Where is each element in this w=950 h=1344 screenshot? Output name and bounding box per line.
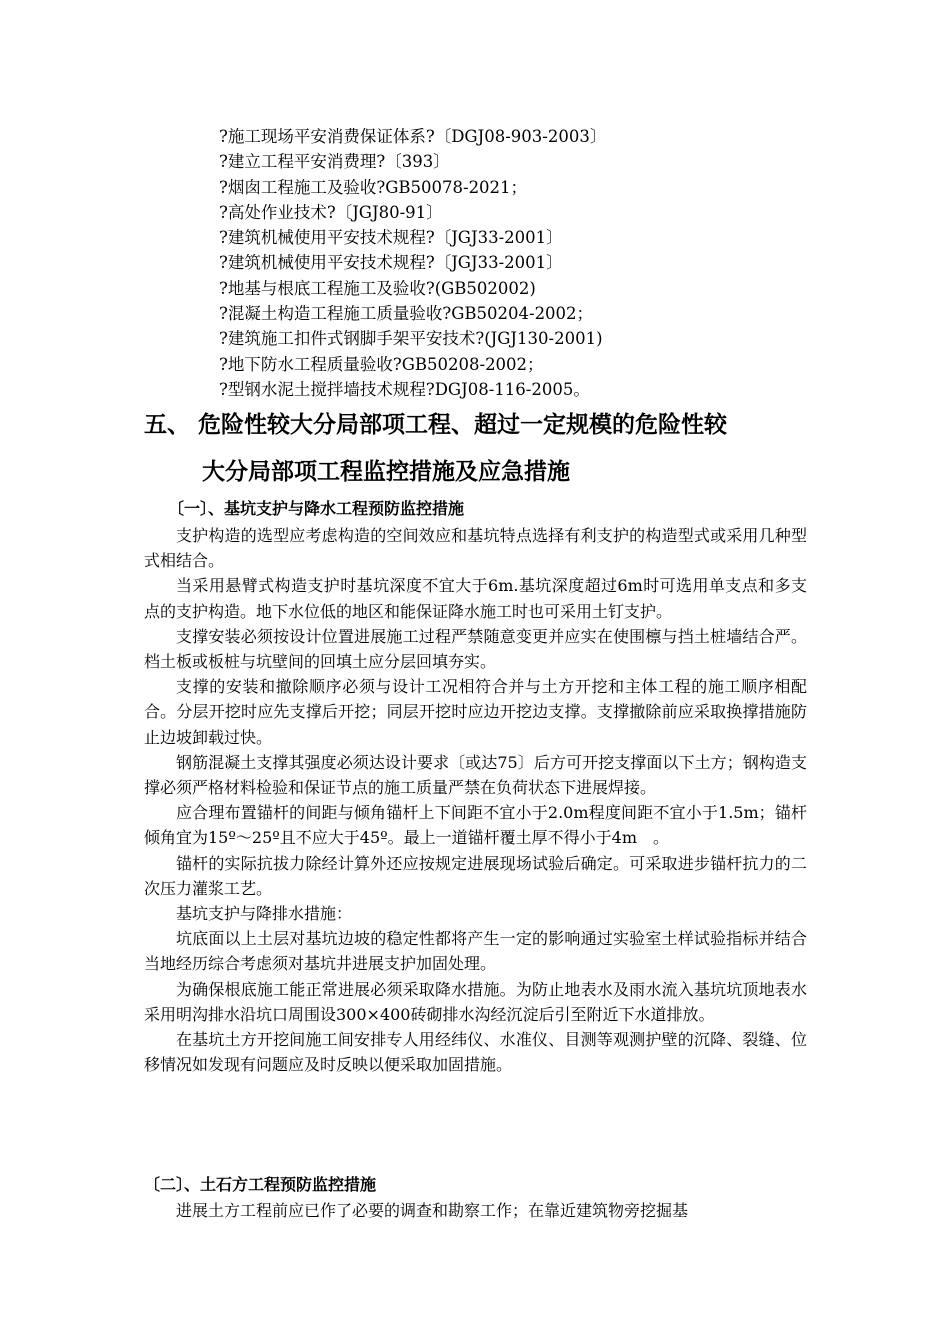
reference-item: ?型钢水泥土搅拌墙技术规程?DGJ08-116-2005。 bbox=[219, 379, 590, 399]
paragraph: 在基坑土方开挖间施工间安排专人用经纬仪、水准仪、目测等观测护壁的沉降、裂缝、位移情况如发现有问题应及时反映以便采取加固措施。 bbox=[144, 1030, 807, 1075]
reference-item: ?地下防水工程质量验收?GB50208-2002； bbox=[219, 354, 544, 374]
paragraph: 当采用悬臂式构造支护时基坑深度不宜大于6m.基坑深度超过6m时可选用单支点和多支点的支护构造。地下水位低的地区和能保证降水施工时也可采用土钉支护。 bbox=[144, 576, 807, 621]
section-title-line1: 五、 危险性较大分局部项工程、超过一定规模的危险性较 bbox=[144, 412, 728, 438]
subsection-heading: 〔一〕、基坑支护与降水工程预防监控措施 bbox=[168, 499, 465, 518]
paragraph: 支撑安装必须按设计位置进展施工过程严禁随意变更并应实在使围檩与挡土桩墙结合严。档土板或板桩与坑壁间的回填土应分层回填夯实。 bbox=[144, 626, 807, 672]
reference-item: ?建筑机械使用平安技术规程?〔JGJ33-2001〕 bbox=[219, 253, 563, 273]
paragraph: 进展土方工程前应已作了必要的调查和勘察工作；在靠近建筑物旁挖掘基 bbox=[176, 1201, 689, 1220]
subsection-heading: 〔二〕、土石方工程预防监控措施 bbox=[144, 1175, 377, 1194]
subsection-body bbox=[144, 1198, 807, 1223]
paragraph: 支护构造的选型应考虑构造的空间效应和基坑特点选择有利支护的构造型式或采用几种型式相结合。 bbox=[144, 526, 807, 571]
section-title-line2: 大分局部项工程监控措施及应急措施 bbox=[202, 459, 570, 485]
paragraph: 坑底面以上土层对基坑边坡的稳定性都将产生一定的影响通过实验室土样试验指标并结合当地经历综合考虑须对基坑井进展支护加固处理。 bbox=[144, 929, 807, 974]
reference-list bbox=[219, 124, 859, 402]
paragraph: 锚杆的实际抗拔力除经计算外还应按规定进展现场试验后确定。可采取进步锚杆抗力的二次压力灌浆工艺。 bbox=[144, 853, 807, 898]
reference-item: ?施工现场平安消费保证体系?〔DGJ08-903-2003〕 bbox=[219, 127, 607, 146]
reference-item: ?建立工程平安消费理?〔393〕 bbox=[219, 152, 450, 172]
reference-item: ?建筑施工扣件式钢脚手架平安技术?(JGJ130-2001) bbox=[219, 329, 603, 349]
paragraph: 支撑的安装和撤除顺序必须与设计工况相符合并与土方开挖和主体工程的施工顺序相配合。分层开挖时应先支撑后开挖；同层开挖时应边开挖边支撑。支撑撤除前应采取换撑措施防止边坡卸载过快。 bbox=[144, 677, 807, 747]
paragraph: 为确保根底施工能正常进展必须采取降水措施。为防止地表水及雨水流入基坑坑顶地表水采用明沟排水沿坑口周围设300×400砖砌排水沟经沉淀后引至附近下水道排放。 bbox=[144, 979, 807, 1024]
reference-item: ?高处作业技术?〔JGJ80-91〕 bbox=[219, 202, 443, 222]
reference-item: ?烟囱工程施工及验收?GB50078-2021； bbox=[219, 177, 528, 197]
paragraph: 基坑支护与降排水措施： bbox=[176, 904, 353, 924]
paragraph: 应合理布置锚杆的间距与倾角锚杆上下间距不宜小于2.0m程度间距不宜小于1.5m；锚杆倾角宜为15º～25º且不应大于45º。最上一道锚杆覆土厚不得小于4m 。 bbox=[144, 803, 807, 848]
reference-item: ?地基与根底工程施工及验收?(GB502002) bbox=[219, 278, 536, 298]
reference-item: ?建筑机械使用平安技术规程?〔JGJ33-2001〕 bbox=[219, 228, 563, 248]
reference-item: ?混凝土构造工程施工质量验收?GB50204-2002； bbox=[219, 304, 594, 324]
paragraph: 钢筋混凝土支撑其强度必须达设计要求〔或达75〕后方可开挖支撑面以下土方；钢构造支撑必须严格材料检验和保证节点的施工质量严禁在负荷状态下进展焊接。 bbox=[144, 752, 807, 798]
subsection-body bbox=[144, 523, 807, 1077]
